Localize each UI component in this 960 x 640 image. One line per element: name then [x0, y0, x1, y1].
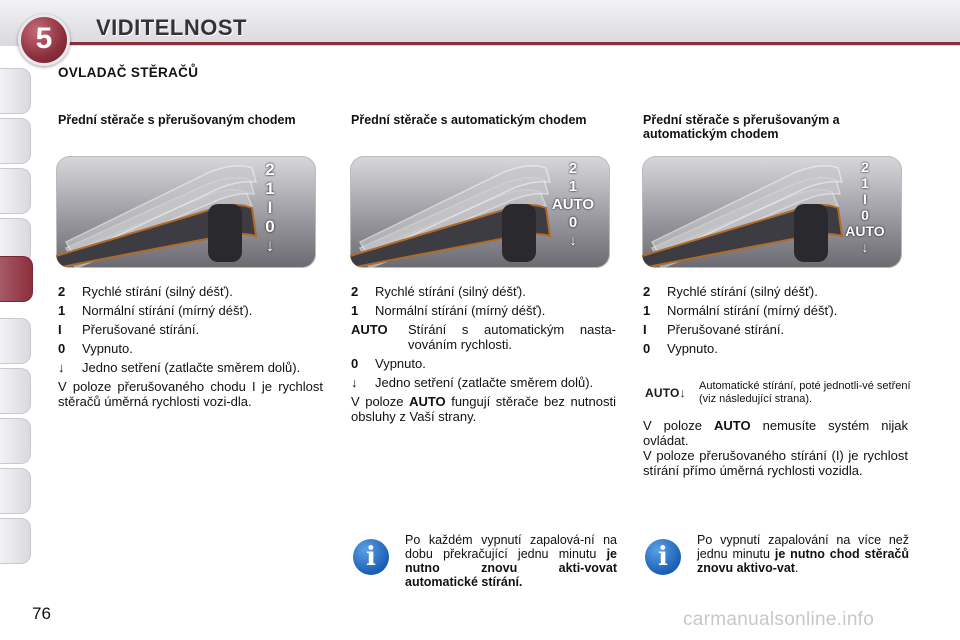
lever-position-0: 0: [265, 217, 275, 236]
wiper-lever-image-1: [56, 156, 316, 268]
chapter-number-badge: 5: [18, 14, 70, 66]
lever-position-2: 2: [568, 160, 578, 177]
lever-position-1: 1: [265, 179, 275, 198]
list-item: 2 Rychlé stírání (silný déšť).: [643, 284, 818, 299]
chapter-tab[interactable]: [0, 418, 31, 464]
chapter-tab[interactable]: [0, 318, 31, 364]
chapter-tab[interactable]: [0, 368, 31, 414]
lever-position-2: 2: [861, 159, 869, 175]
list-item: I Přerušované stírání.: [58, 322, 200, 337]
page-number: 76: [32, 604, 51, 623]
lever-position-down-arrow: ↓: [569, 232, 577, 249]
column-3-paragraphs: [643, 418, 908, 478]
column-3-description: [643, 284, 908, 360]
column-3-paragraph-1: V poloze AUTO nemusíte systém nijak ovládat.: [643, 418, 909, 448]
list-item: 2 Rychlé stírání (silný déšť).: [351, 284, 526, 299]
lever-position-auto: AUTO: [551, 196, 595, 213]
info-box-2-text: Po vypnutí zapalování na více než jednu minutu je nutno chod stěračů znovu aktivo-vat.: [697, 533, 909, 575]
lever-position-0: 0: [568, 214, 578, 231]
info-box-1-text: Po každém vypnutí zapalová-ní na dobu překračující jednu minutu je nutno znovu akti-vovat automatické stírání.: [405, 533, 617, 589]
column-1-title: Přední stěrače s přerušovaným chodem: [58, 113, 296, 127]
chapter-tab[interactable]: [0, 68, 31, 114]
chapter-tab[interactable]: [0, 518, 31, 564]
chapter-tab[interactable]: [0, 118, 31, 164]
column-2-title: Přední stěrače s automatickým chodem: [351, 113, 587, 127]
auto-note: [645, 380, 910, 410]
info-box-2: [645, 533, 925, 597]
column-2-description: [351, 284, 616, 424]
list-item: 1 Normální stírání (mírný déšť).: [643, 303, 838, 318]
chapter-tab[interactable]: [0, 168, 31, 214]
list-item: AUTO Stírání s automatickým nasta-vováním rychlosti.: [351, 322, 616, 352]
column-2-paragraph: V poloze AUTO fungují stěrače bez nutnosti obsluhy z Vaší strany.: [351, 394, 616, 424]
list-item: 1 Normální stírání (mírný déšť).: [58, 303, 253, 318]
column-1-description: [58, 284, 323, 409]
lever-position-intermittent: I: [863, 191, 867, 207]
list-item: 0 Vypnuto.: [643, 341, 718, 356]
auto-badge: AUTO↓: [645, 386, 686, 400]
info-icon: i: [645, 539, 681, 575]
info-icon: i: [353, 539, 389, 575]
list-item: ↓ Jedno setření (zatlačte směrem dolů).: [351, 375, 594, 390]
header-rule: [40, 42, 960, 45]
list-item: 2 Rychlé stírání (silný déšť).: [58, 284, 233, 299]
lever-position-0: 0: [861, 207, 869, 223]
watermark: carmanualsonline.info: [683, 609, 875, 630]
list-item: 0 Vypnuto.: [351, 356, 426, 371]
wiper-lever-image-3: [642, 156, 902, 268]
section-title: OVLADAČ STĚRAČŮ: [58, 65, 199, 80]
lever-position-down-arrow: ↓: [861, 239, 869, 255]
lever-position-auto: AUTO: [845, 223, 885, 239]
lever-position-1: 1: [568, 178, 578, 195]
info-box-1: [353, 533, 633, 597]
column-1-paragraph: V poloze přerušovaného chodu I je rychlost stěračů úměrná rychlosti vozi-dla.: [58, 379, 323, 409]
list-item: 1 Normální stírání (mírný déšť).: [351, 303, 546, 318]
auto-note-text: Automatické stírání, poté jednotli-vé setření (viz následující strana).: [699, 380, 911, 405]
chapter-tab-active[interactable]: [0, 256, 33, 302]
list-item: 0 Vypnuto.: [58, 341, 133, 356]
lever-position-down-arrow: ↓: [265, 236, 275, 255]
wiper-lever-image-2: [350, 156, 610, 268]
chapter-tab[interactable]: [0, 468, 31, 514]
lever-position-intermittent: I: [267, 198, 273, 217]
lever-position-2: 2: [265, 160, 275, 179]
column-3-title: Přední stěrače s přerušovaným a automatickým chodem: [643, 113, 840, 141]
list-item: ↓ Jedno setření (zatlačte směrem dolů).: [58, 360, 301, 375]
chapter-title: VIDITELNOST: [96, 15, 247, 40]
lever-position-1: 1: [861, 175, 869, 191]
chapter-tab-strip: [0, 60, 32, 580]
column-3-paragraph-2: V poloze přerušovaného stírání (I) je rychlost stírání přímo úměrná rychlosti vozidla.: [643, 448, 908, 478]
list-item: I Přerušované stírání.: [643, 322, 785, 337]
